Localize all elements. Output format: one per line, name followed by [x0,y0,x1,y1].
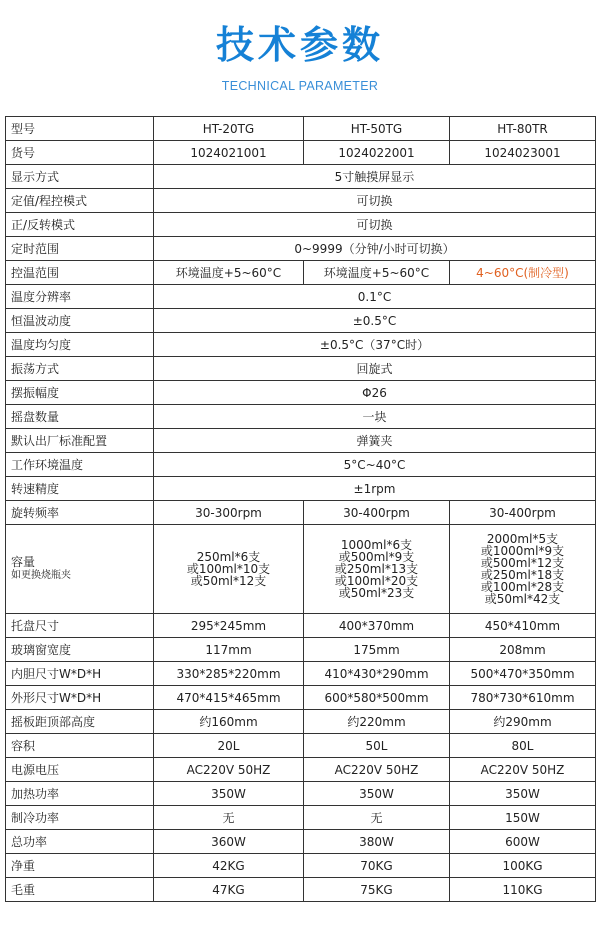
table-row [6,782,596,806]
cell-value: 无 [304,806,450,830]
capacity-line: 或50ml*42支 [484,592,561,606]
cell-value: HT-50TG [304,117,450,141]
capacity-line: 或100ml*28支 [480,580,565,594]
capacity-line: 或100ml*20支 [334,574,419,588]
table-row [6,734,596,758]
table-row [6,614,596,638]
cell-value: ±0.5°C（37°C时） [154,333,596,357]
cell-value: ±0.5°C [154,309,596,333]
cell-value: AC220V 50HZ [154,758,304,782]
table-row [6,405,596,429]
cell-value: 470*415*465mm [154,686,304,710]
row-label: 温度分辨率 [6,285,154,309]
capacity-line: 或50ml*23支 [338,586,415,600]
table-row [6,501,596,525]
cell-value: 110KG [450,878,596,902]
table-row [6,165,596,189]
row-label: 显示方式 [6,165,154,189]
row-label: 容积 [6,734,154,758]
table-row [6,830,596,854]
row-label: 温度均匀度 [6,333,154,357]
row-label: 工作环境温度 [6,453,154,477]
cell-value: 弹簧夹 [154,429,596,453]
cell-value: 50L [304,734,450,758]
table-row [6,213,596,237]
table-row-capacity [6,525,596,614]
cell-value: 208mm [450,638,596,662]
table-row [6,285,596,309]
table-row [6,686,596,710]
capacity-line: 2000ml*5支 [486,532,559,546]
row-label: 型号 [6,117,154,141]
cell-value: 约160mm [154,710,304,734]
page-title: 技术参数 [215,23,384,67]
table-row [6,309,596,333]
cell-value: 100KG [450,854,596,878]
cell-value: 42KG [154,854,304,878]
cell-value: 1024023001 [450,141,596,165]
row-label: 默认出厂标准配置 [6,429,154,453]
row-label: 摇板距顶部高度 [6,710,154,734]
cell-value: 一块 [154,405,596,429]
table-row [6,806,596,830]
cell-value: HT-20TG [154,117,304,141]
cell-value: 380W [304,830,450,854]
row-label: 玻璃窗宽度 [6,638,154,662]
cell-value: 410*430*290mm [304,662,450,686]
cell-value: 70KG [304,854,450,878]
row-label: 振荡方式 [6,357,154,381]
row-label: 定时范围 [6,237,154,261]
cell-value: 30-300rpm [154,501,304,525]
cell-value: 117mm [154,638,304,662]
page-header [0,0,600,108]
row-label: 净重 [6,854,154,878]
row-label: 定值/程控模式 [6,189,154,213]
capacity-label: 容量 [11,555,36,569]
row-label: 总功率 [6,830,154,854]
cell-value: 30-400rpm [450,501,596,525]
page-subtitle: TECHNICAL PARAMETER [221,79,379,93]
row-label: 外形尺寸W*D*H [6,686,154,710]
table-row [6,453,596,477]
row-label: 摆振幅度 [6,381,154,405]
cell-value: 295*245mm [154,614,304,638]
cell-value: 1024022001 [304,141,450,165]
row-label: 电源电压 [6,758,154,782]
cell-value: 600*580*500mm [304,686,450,710]
row-label: 制冷功率 [6,806,154,830]
capacity-line: 或500ml*9支 [338,550,415,564]
row-label: 加热功率 [6,782,154,806]
table-row [6,357,596,381]
row-label: 摇盘数量 [6,405,154,429]
cell-value: HT-80TR [450,117,596,141]
cell-value: 780*730*610mm [450,686,596,710]
row-label: 托盘尺寸 [6,614,154,638]
table-row [6,710,596,734]
cell-value: 360W [154,830,304,854]
spec-table [5,116,596,902]
cell-value: 330*285*220mm [154,662,304,686]
capacity-line: 或500ml*12支 [480,556,565,570]
table-row [6,758,596,782]
capacity-sublabel: 如更换烧瓶夹 [11,570,71,581]
capacity-cell-3 [450,525,596,614]
capacity-line: 或250ml*13支 [334,562,419,576]
table-row [6,638,596,662]
cell-value: 350W [154,782,304,806]
row-label-capacity [6,525,154,614]
row-label: 内胆尺寸W*D*H [6,662,154,686]
cell-value: 400*370mm [304,614,450,638]
capacity-line: 1000ml*6支 [340,538,413,552]
capacity-line: 或100ml*10支 [186,562,271,576]
table-row [6,854,596,878]
row-label: 货号 [6,141,154,165]
cell-value: 5°C~40°C [154,453,596,477]
cell-value: 0.1°C [154,285,596,309]
cell-value: ±1rpm [154,477,596,501]
capacity-line: 或250ml*18支 [480,568,565,582]
cell-value: 1024021001 [154,141,304,165]
cell-value: 600W [450,830,596,854]
cell-value: 80L [450,734,596,758]
capacity-cell-2 [304,525,450,614]
row-label: 旋转频率 [6,501,154,525]
row-label: 恒温波动度 [6,309,154,333]
cell-value: 350W [304,782,450,806]
table-row [6,333,596,357]
table-row [6,477,596,501]
cell-value: 20L [154,734,304,758]
table-row [6,237,596,261]
table-row [6,381,596,405]
table-row [6,662,596,686]
cell-value: 5寸触摸屏显示 [154,165,596,189]
cell-value-highlight: 4~60°C(制冷型) [450,261,596,285]
cell-value: AC220V 50HZ [304,758,450,782]
table-row [6,429,596,453]
cell-value: 环境温度+5~60°C [304,261,450,285]
cell-value: 可切换 [154,213,596,237]
table-row [6,878,596,902]
row-label: 毛重 [6,878,154,902]
cell-value: 500*470*350mm [450,662,596,686]
capacity-cell-1 [154,525,304,614]
table-row [6,117,596,141]
cell-value: 30-400rpm [304,501,450,525]
capacity-line: 或50ml*12支 [190,574,267,588]
cell-value: 回旋式 [154,357,596,381]
row-label: 转速精度 [6,477,154,501]
cell-value: 无 [154,806,304,830]
cell-value: 可切换 [154,189,596,213]
capacity-line: 250ml*6支 [196,550,261,564]
cell-value: 环境温度+5~60°C [154,261,304,285]
cell-value: Φ26 [154,381,596,405]
capacity-line: 或1000ml*9支 [480,544,565,558]
table-row [6,141,596,165]
cell-value: 75KG [304,878,450,902]
cell-value: 450*410mm [450,614,596,638]
cell-value: 47KG [154,878,304,902]
cell-value: 350W [450,782,596,806]
cell-value: 约220mm [304,710,450,734]
cell-value: AC220V 50HZ [450,758,596,782]
cell-value: 0~9999（分钟/小时可切换） [154,237,596,261]
table-row [6,261,596,285]
cell-value: 约290mm [450,710,596,734]
cell-value: 150W [450,806,596,830]
row-label: 控温范围 [6,261,154,285]
row-label: 正/反转模式 [6,213,154,237]
table-row [6,189,596,213]
cell-value: 175mm [304,638,450,662]
